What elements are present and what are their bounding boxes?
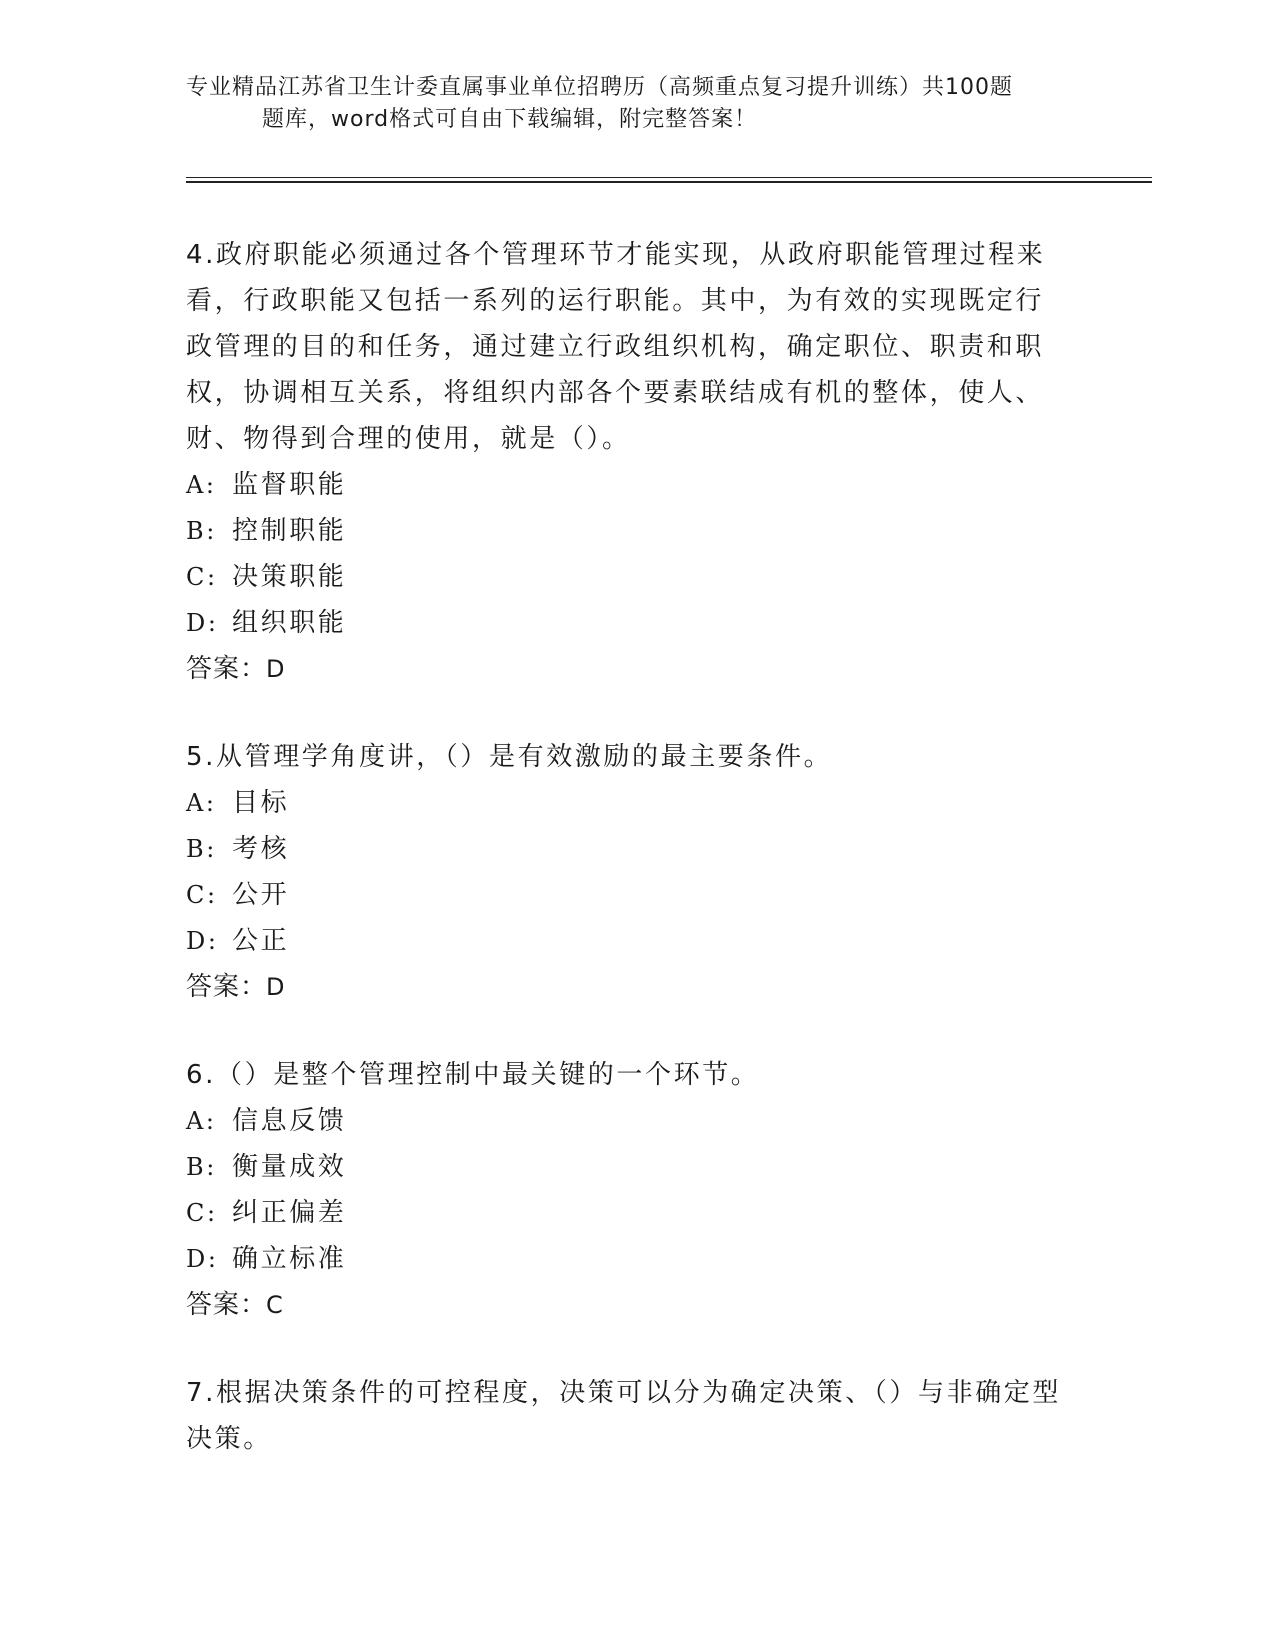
question-item <box>186 232 1066 692</box>
answer-separator: ： <box>240 1290 267 1320</box>
option-text: 纠正偏差 <box>232 1198 347 1228</box>
option-a <box>186 462 1066 508</box>
question-item <box>186 1052 1066 1328</box>
option-text: 监督职能 <box>232 470 347 500</box>
option-c <box>186 1190 1066 1236</box>
header-divider-thin <box>186 177 1152 178</box>
answer-separator: ： <box>240 654 267 684</box>
option-text: 组织职能 <box>232 608 347 638</box>
option-key: B: <box>186 1153 217 1181</box>
option-key: C: <box>186 1199 218 1227</box>
document-title-line-1: 专业精品江苏省卫生计委直属事业单位招聘历（高频重点复习提升训练）共100题 <box>186 75 1013 100</box>
option-d <box>186 600 1066 646</box>
question-stem: 7.根据决策条件的可控程度，决策可以分为确定决策、（）与非确定型决策。 <box>186 1378 1062 1454</box>
option-text: 公正 <box>232 926 290 956</box>
option-text: 考核 <box>232 834 290 864</box>
option-a <box>186 1098 1066 1144</box>
option-c <box>186 554 1066 600</box>
option-text: 确立标准 <box>232 1244 347 1274</box>
option-d <box>186 1236 1066 1282</box>
option-key: B: <box>186 517 217 545</box>
option-key: D: <box>186 609 219 637</box>
answer-separator: ： <box>240 972 267 1002</box>
option-text: 信息反馈 <box>232 1106 347 1136</box>
option-key: D: <box>186 927 219 955</box>
option-text: 控制职能 <box>232 516 347 546</box>
option-text: 公开 <box>232 880 290 910</box>
question-stem: 6.（）是整个管理控制中最关键的一个环节。 <box>186 1060 760 1090</box>
answer-label: 答案 <box>186 654 241 684</box>
option-a <box>186 780 1066 826</box>
header-divider-thick <box>186 181 1152 183</box>
option-key: B: <box>186 835 217 863</box>
option-key: C: <box>186 881 218 909</box>
answer-line <box>186 964 1066 1010</box>
answer-label: 答案 <box>186 972 241 1002</box>
answer-value: C <box>266 1291 283 1319</box>
option-text: 目标 <box>232 788 290 818</box>
question-item <box>186 1370 1066 1462</box>
answer-line <box>186 646 1066 692</box>
answer-value: D <box>266 655 285 683</box>
option-key: A: <box>186 789 217 817</box>
answer-label: 答案 <box>186 1290 241 1320</box>
question-stem: 4.政府职能必须通过各个管理环节才能实现，从政府职能管理过程来看，行政职能又包括一系列的运行职能。其中，为有效的实现既定行政管理的目的和任务，通过建立行政组织机构，确定职位、职责和职权，协调相互关系，将组织内部各个要素联结成有机的整体，使人、财、物得到合理的使用，就是（）。 <box>186 240 1046 454</box>
question-stem: 5.从管理学角度讲，（）是有效激励的最主要条件。 <box>186 742 833 772</box>
option-key: D: <box>186 1245 219 1273</box>
option-text: 衡量成效 <box>232 1152 347 1182</box>
document-title-line-2: 题库，word格式可自由下载编辑，附完整答案！ <box>262 107 758 132</box>
option-key: C: <box>186 563 218 591</box>
document-header <box>186 72 1086 136</box>
option-key: A: <box>186 471 217 499</box>
option-b <box>186 1144 1066 1190</box>
option-c <box>186 872 1066 918</box>
option-key: A: <box>186 1107 217 1135</box>
option-b <box>186 826 1066 872</box>
option-b <box>186 508 1066 554</box>
answer-line <box>186 1282 1066 1328</box>
answer-value: D <box>266 973 285 1001</box>
option-text: 决策职能 <box>232 562 347 592</box>
option-d <box>186 918 1066 964</box>
question-list <box>186 232 1066 1504</box>
question-item <box>186 734 1066 1010</box>
